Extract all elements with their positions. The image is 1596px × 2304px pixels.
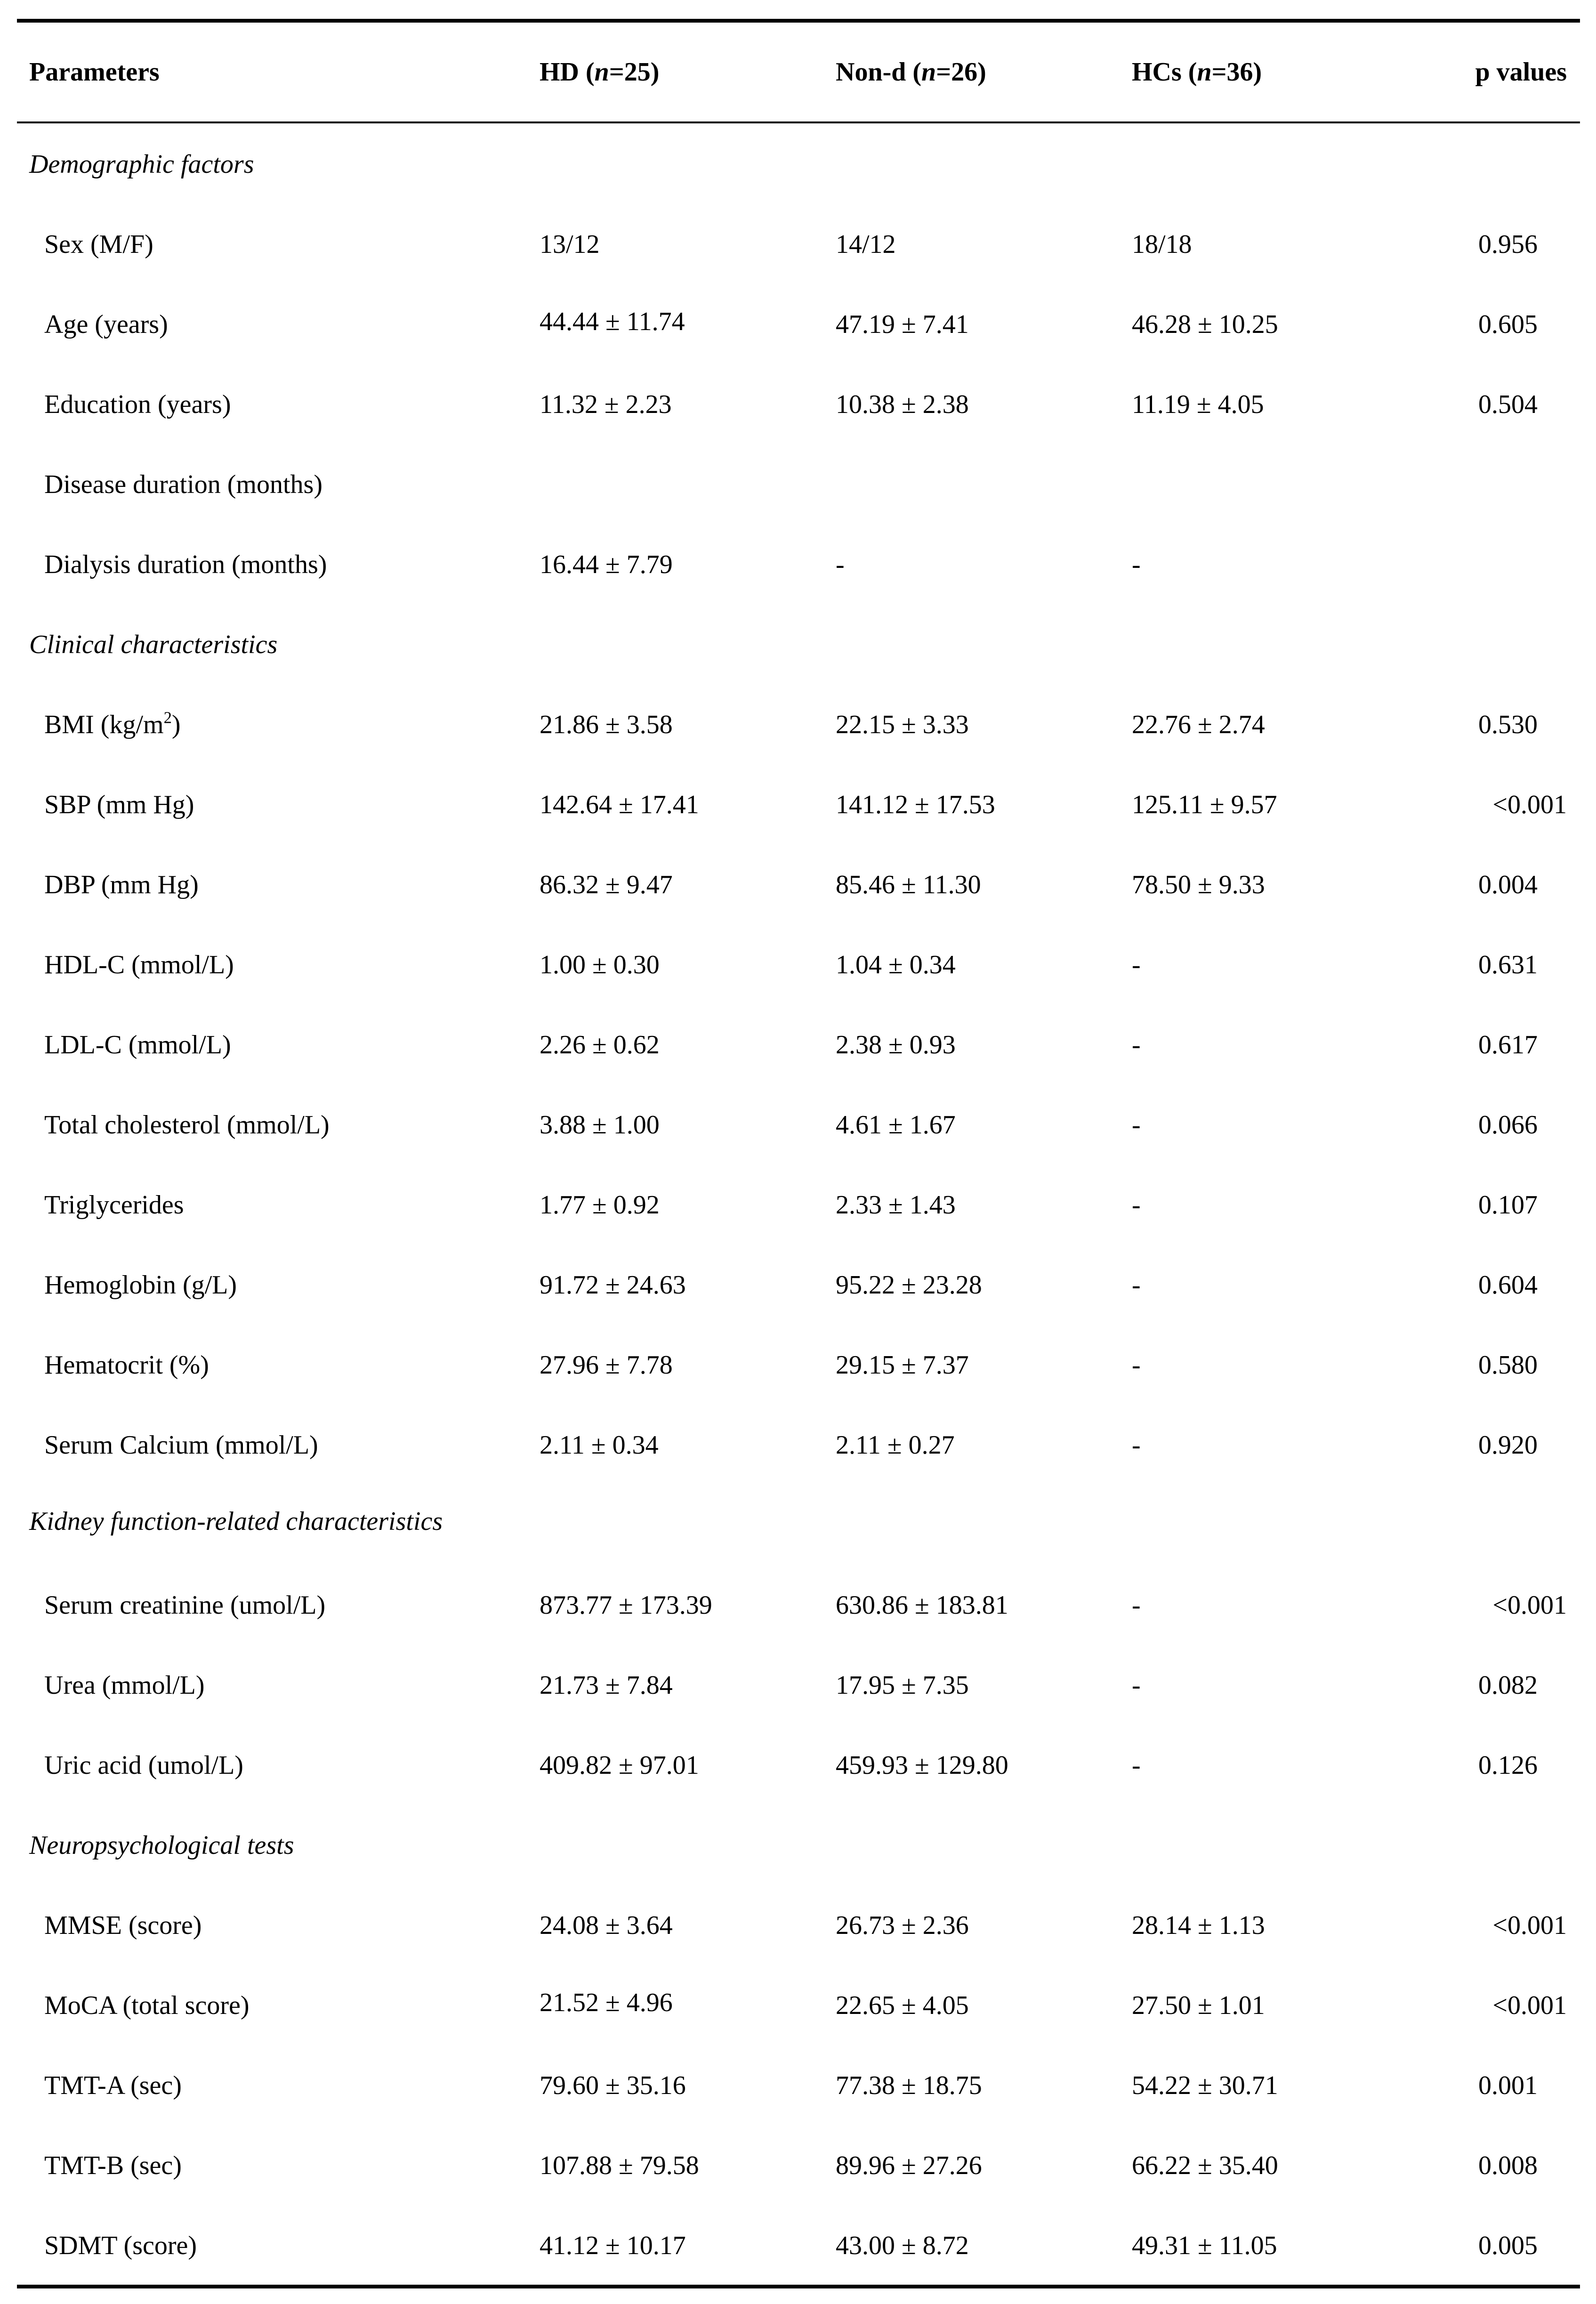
table-row-serum-creatinine bbox=[0, 1565, 1596, 1645]
param-label: MoCA (total score) bbox=[44, 1991, 250, 2020]
p-value: 0.004 bbox=[1478, 870, 1538, 899]
p-value: 0.605 bbox=[1478, 310, 1538, 339]
table-row-hemoglobin bbox=[0, 1245, 1596, 1325]
param-label: HDL-C (mmol/L) bbox=[44, 950, 234, 979]
non-d-value: 17.95 ± 7.35 bbox=[836, 1671, 969, 1700]
table-row-uric-acid bbox=[0, 1725, 1596, 1805]
p-value: 0.008 bbox=[1478, 2151, 1538, 2180]
hc-value: - bbox=[1132, 1190, 1141, 1220]
param-label: Hematocrit (%) bbox=[44, 1350, 209, 1380]
table-row-dialysis-duration bbox=[0, 525, 1596, 605]
hc-value: 125.11 ± 9.57 bbox=[1132, 790, 1277, 819]
p-value: <0.001 bbox=[1492, 1911, 1567, 1940]
non-d-value: 141.12 ± 17.53 bbox=[836, 790, 995, 819]
non-d-value: 459.93 ± 129.80 bbox=[836, 1751, 1008, 1780]
hd-value: 1.00 ± 0.30 bbox=[540, 950, 660, 979]
hd-value: 142.64 ± 17.41 bbox=[540, 790, 699, 819]
hc-value: - bbox=[1132, 550, 1141, 579]
table-row-serum-calcium bbox=[0, 1405, 1596, 1485]
param-label: Sex (M/F) bbox=[44, 230, 153, 259]
section-title: Kidney function-related characteristics bbox=[29, 1507, 443, 1536]
table-row-mmse bbox=[0, 1885, 1596, 1965]
p-value: <0.001 bbox=[1492, 1591, 1567, 1620]
hd-value: 11.32 ± 2.23 bbox=[540, 390, 672, 419]
section-kidney bbox=[0, 1481, 1596, 1561]
param-label: Total cholesterol (mmol/L) bbox=[44, 1110, 330, 1140]
non-d-value: 10.38 ± 2.38 bbox=[836, 390, 969, 419]
hc-value: 18/18 bbox=[1132, 230, 1192, 259]
non-d-value: 43.00 ± 8.72 bbox=[836, 2231, 969, 2260]
hc-value: 27.50 ± 1.01 bbox=[1132, 1991, 1265, 2020]
hc-value: - bbox=[1132, 1671, 1141, 1700]
param-label: SDMT (score) bbox=[44, 2231, 197, 2260]
non-d-value: 2.11 ± 0.27 bbox=[836, 1431, 955, 1460]
p-value: 0.580 bbox=[1478, 1350, 1538, 1380]
hc-value: - bbox=[1132, 1591, 1141, 1620]
param-label: Serum Calcium (mmol/L) bbox=[44, 1431, 318, 1460]
hd-value: 86.32 ± 9.47 bbox=[540, 870, 673, 899]
non-d-value: 1.04 ± 0.34 bbox=[836, 950, 956, 979]
p-value: 0.082 bbox=[1478, 1671, 1538, 1700]
hd-value: 3.88 ± 1.00 bbox=[540, 1110, 660, 1140]
section-title: Clinical characteristics bbox=[29, 630, 278, 659]
p-value: 0.126 bbox=[1478, 1751, 1538, 1780]
param-label: Uric acid (umol/L) bbox=[44, 1751, 243, 1780]
table-row-tmt-b bbox=[0, 2126, 1596, 2206]
hd-value: 24.08 ± 3.64 bbox=[540, 1911, 673, 1940]
hd-value: 21.73 ± 7.84 bbox=[540, 1671, 673, 1700]
p-value: 0.956 bbox=[1478, 230, 1538, 259]
table-row-sex bbox=[0, 204, 1596, 284]
param-label: DBP (mm Hg) bbox=[44, 870, 199, 899]
non-d-value: 630.86 ± 183.81 bbox=[836, 1591, 1008, 1620]
top-rule bbox=[17, 19, 1580, 23]
p-value: 0.504 bbox=[1478, 390, 1538, 419]
non-d-value: 22.15 ± 3.33 bbox=[836, 710, 969, 739]
non-d-value: 2.38 ± 0.93 bbox=[836, 1030, 956, 1059]
hc-value: 28.14 ± 1.13 bbox=[1132, 1911, 1265, 1940]
section-demographic bbox=[0, 124, 1596, 204]
non-d-value: 22.65 ± 4.05 bbox=[836, 1991, 969, 2020]
hc-value: - bbox=[1132, 1431, 1141, 1460]
non-d-value: - bbox=[836, 550, 845, 579]
header-hd: HD (n=25) bbox=[540, 57, 660, 87]
non-d-value: 26.73 ± 2.36 bbox=[836, 1911, 969, 1940]
hc-value: - bbox=[1132, 1110, 1141, 1140]
header-row bbox=[0, 23, 1596, 121]
hd-value: 21.52 ± 4.96 bbox=[540, 1988, 673, 2017]
hc-value: - bbox=[1132, 1751, 1141, 1780]
header-parameters: Parameters bbox=[29, 57, 160, 87]
hc-value: 49.31 ± 11.05 bbox=[1132, 2231, 1277, 2260]
p-value: 0.066 bbox=[1478, 1110, 1538, 1140]
hd-value: 41.12 ± 10.17 bbox=[540, 2231, 686, 2260]
hd-value: 79.60 ± 35.16 bbox=[540, 2071, 686, 2100]
non-d-value: 95.22 ± 23.28 bbox=[836, 1270, 982, 1300]
non-d-value: 77.38 ± 18.75 bbox=[836, 2071, 982, 2100]
table-row-age bbox=[0, 284, 1596, 364]
hd-value: 1.77 ± 0.92 bbox=[540, 1190, 660, 1220]
table-row-hdl-c bbox=[0, 925, 1596, 1005]
header-p-values: p values bbox=[1475, 57, 1567, 87]
param-label: MMSE (score) bbox=[44, 1911, 202, 1940]
hd-value: 21.86 ± 3.58 bbox=[540, 710, 673, 739]
section-neuropsychological bbox=[0, 1805, 1596, 1885]
table-row-urea bbox=[0, 1645, 1596, 1725]
table-row-moca bbox=[0, 1965, 1596, 2045]
table-row-sdmt bbox=[0, 2206, 1596, 2286]
param-label: TMT-B (sec) bbox=[44, 2151, 182, 2180]
hd-value: 13/12 bbox=[540, 230, 600, 259]
hd-value: 27.96 ± 7.78 bbox=[540, 1350, 673, 1380]
param-label: Disease duration (months) bbox=[44, 470, 322, 499]
table-row-sbp bbox=[0, 765, 1596, 845]
hc-value: 46.28 ± 10.25 bbox=[1132, 310, 1278, 339]
table-row-education bbox=[0, 364, 1596, 445]
non-d-value: 47.19 ± 7.41 bbox=[836, 310, 969, 339]
p-value: 0.001 bbox=[1478, 2071, 1538, 2100]
section-title: Neuropsychological tests bbox=[29, 1831, 294, 1860]
hd-value: 873.77 ± 173.39 bbox=[540, 1591, 712, 1620]
hd-value: 107.88 ± 79.58 bbox=[540, 2151, 699, 2180]
p-value: 0.107 bbox=[1478, 1190, 1538, 1220]
section-clinical bbox=[0, 605, 1596, 685]
param-label: Hemoglobin (g/L) bbox=[44, 1270, 237, 1300]
table-row-hematocrit bbox=[0, 1325, 1596, 1405]
header-hcs: HCs (n=36) bbox=[1132, 57, 1262, 87]
param-label: TMT-A (sec) bbox=[44, 2071, 182, 2100]
param-label: Dialysis duration (months) bbox=[44, 550, 327, 579]
hc-value: 78.50 ± 9.33 bbox=[1132, 870, 1265, 899]
param-label: Education (years) bbox=[44, 390, 231, 419]
param-label: LDL-C (mmol/L) bbox=[44, 1030, 231, 1059]
table-row-disease-duration bbox=[0, 445, 1596, 525]
non-d-value: 4.61 ± 1.67 bbox=[836, 1110, 956, 1140]
hc-value: - bbox=[1132, 1270, 1141, 1300]
param-label: SBP (mm Hg) bbox=[44, 790, 194, 819]
p-value: 0.920 bbox=[1478, 1431, 1538, 1460]
param-label: Serum creatinine (umol/L) bbox=[44, 1591, 326, 1620]
non-d-value: 29.15 ± 7.37 bbox=[836, 1350, 969, 1380]
table-row-total-cholesterol bbox=[0, 1085, 1596, 1165]
param-label: Triglycerides bbox=[44, 1190, 184, 1220]
p-value: <0.001 bbox=[1492, 790, 1567, 819]
p-value: 0.631 bbox=[1478, 950, 1538, 979]
hc-value: 11.19 ± 4.05 bbox=[1132, 390, 1264, 419]
header-non-d: Non-d (n=26) bbox=[836, 57, 986, 87]
p-value: 0.530 bbox=[1478, 710, 1538, 739]
table-row-ldl-c bbox=[0, 1005, 1596, 1085]
param-label: Urea (mmol/L) bbox=[44, 1671, 205, 1700]
p-value: 0.617 bbox=[1478, 1030, 1538, 1059]
non-d-value: 85.46 ± 11.30 bbox=[836, 870, 981, 899]
hc-value: - bbox=[1132, 1030, 1141, 1059]
hd-value: 16.44 ± 7.79 bbox=[540, 550, 673, 579]
hc-value: 22.76 ± 2.74 bbox=[1132, 710, 1265, 739]
non-d-value: 14/12 bbox=[836, 230, 896, 259]
hd-value: 91.72 ± 24.63 bbox=[540, 1270, 686, 1300]
param-label: BMI $(kg/m^2)$ bbox=[44, 708, 181, 739]
non-d-value: 2.33 ± 1.43 bbox=[836, 1190, 956, 1220]
hc-value: 54.22 ± 30.71 bbox=[1132, 2071, 1278, 2100]
table-row-dbp bbox=[0, 845, 1596, 925]
hc-value: 66.22 ± 35.40 bbox=[1132, 2151, 1278, 2180]
p-value: 0.604 bbox=[1478, 1270, 1538, 1300]
p-value: <0.001 bbox=[1492, 1991, 1567, 2020]
non-d-value: 89.96 ± 27.26 bbox=[836, 2151, 982, 2180]
hd-value: 2.11 ± 0.34 bbox=[540, 1431, 659, 1460]
p-value: 0.005 bbox=[1478, 2231, 1538, 2260]
hc-value: - bbox=[1132, 1350, 1141, 1380]
table-row-triglycerides bbox=[0, 1165, 1596, 1245]
table-row-tmt-a bbox=[0, 2045, 1596, 2126]
param-label: Age (years) bbox=[44, 310, 168, 339]
hd-value: 2.26 ± 0.62 bbox=[540, 1030, 660, 1059]
hc-value: - bbox=[1132, 950, 1141, 979]
hd-value: 44.44 ± 11.74 bbox=[540, 307, 685, 336]
hd-value: 409.82 ± 97.01 bbox=[540, 1751, 699, 1780]
table-row-bmi bbox=[0, 685, 1596, 765]
header-rule bbox=[17, 121, 1580, 123]
section-title: Demographic factors bbox=[29, 150, 254, 179]
